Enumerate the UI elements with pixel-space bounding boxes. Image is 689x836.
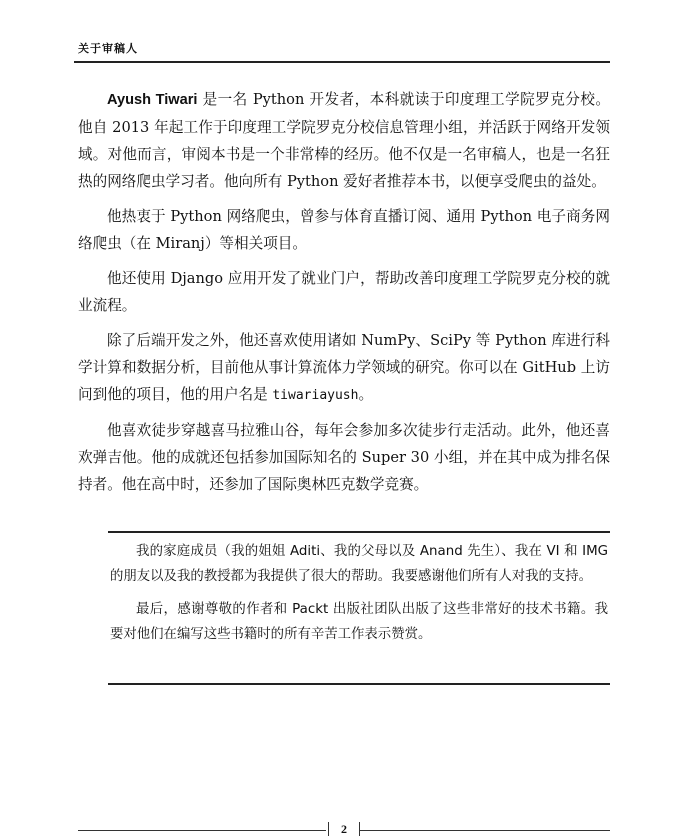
github-username: tiwariayush — [272, 388, 359, 403]
bio-paragraph-4-text: 除了后端开发之外，他还喜欢使用诸如 NumPy、SciPy 等 Python 库进行科学计算和数据分析，目前他从事计算流体力学领域的研究。你可以在 GitHub 上访问到他的项目，他的用户名是 — [78, 332, 610, 403]
acknowledgement-paragraph-1: 我的家庭成员（我的姐姐 Aditi、我的父母以及 Anand 先生）、我在 VI 和 IMG 的朋友以及我的教授都为我提供了很大的帮助。我要感谢他们所有人对我的支持。 — [110, 544, 608, 584]
bio-paragraph-3: 他还使用 Django 应用开发了就业门户，帮助改善印度理工学院罗克分校的就业流程。 — [78, 270, 610, 314]
bio-paragraph-5: 他喜欢徒步穿越喜马拉雅山谷，每年会参加多次徒步行走活动。此外，他还喜欢弹吉他。他的成就还包括参加国际知名的 Super 30 小组，并在其中成为排名保持者。他在高中时，还参加了国际奥林匹克数学竞赛。 — [78, 422, 610, 493]
acknowledgement-paragraph-2: 最后，感谢尊敬的作者和 Packt 出版社团队出版了这些非常好的技术书籍。我要对他们在编写这些书籍时的所有辛苦工作表示赞赏。 — [110, 602, 608, 642]
bio-paragraph-1-text: 是一名 Python 开发者，本科就读于印度理工学院罗克分校。他自 2013 年起工作于印度理工学院罗克分校信息管理小组，并活跃于网络开发领域。对他而言，审阅本书是一个非常棒的经历。他不仅是一名审稿人，也是一名狂热的网络爬虫学习者。他向所有 Python 爱好者推荐本书，以便享受爬虫的益处。 — [78, 91, 610, 190]
reviewer-bio — [78, 86, 610, 506]
running-head: 关于审稿人 — [78, 42, 138, 55]
bio-paragraph-2: 他热衷于 Python 网络爬虫，曾参与体育直播订阅、通用 Python 电子商务网络爬虫（在 Miranj）等相关项目。 — [78, 208, 610, 252]
acknowledgement-text — [110, 539, 608, 655]
bio-paragraph-4-end: 。 — [358, 386, 374, 403]
bio-paragraph-1 — [78, 86, 610, 195]
bio-paragraph-4 — [78, 327, 610, 409]
reviewer-name: Ayush Tiwari — [107, 92, 198, 108]
footer-rule-right — [360, 830, 610, 831]
page-number: 2 — [328, 822, 360, 836]
footer-rule-left — [78, 830, 326, 831]
header-rule — [74, 61, 610, 63]
